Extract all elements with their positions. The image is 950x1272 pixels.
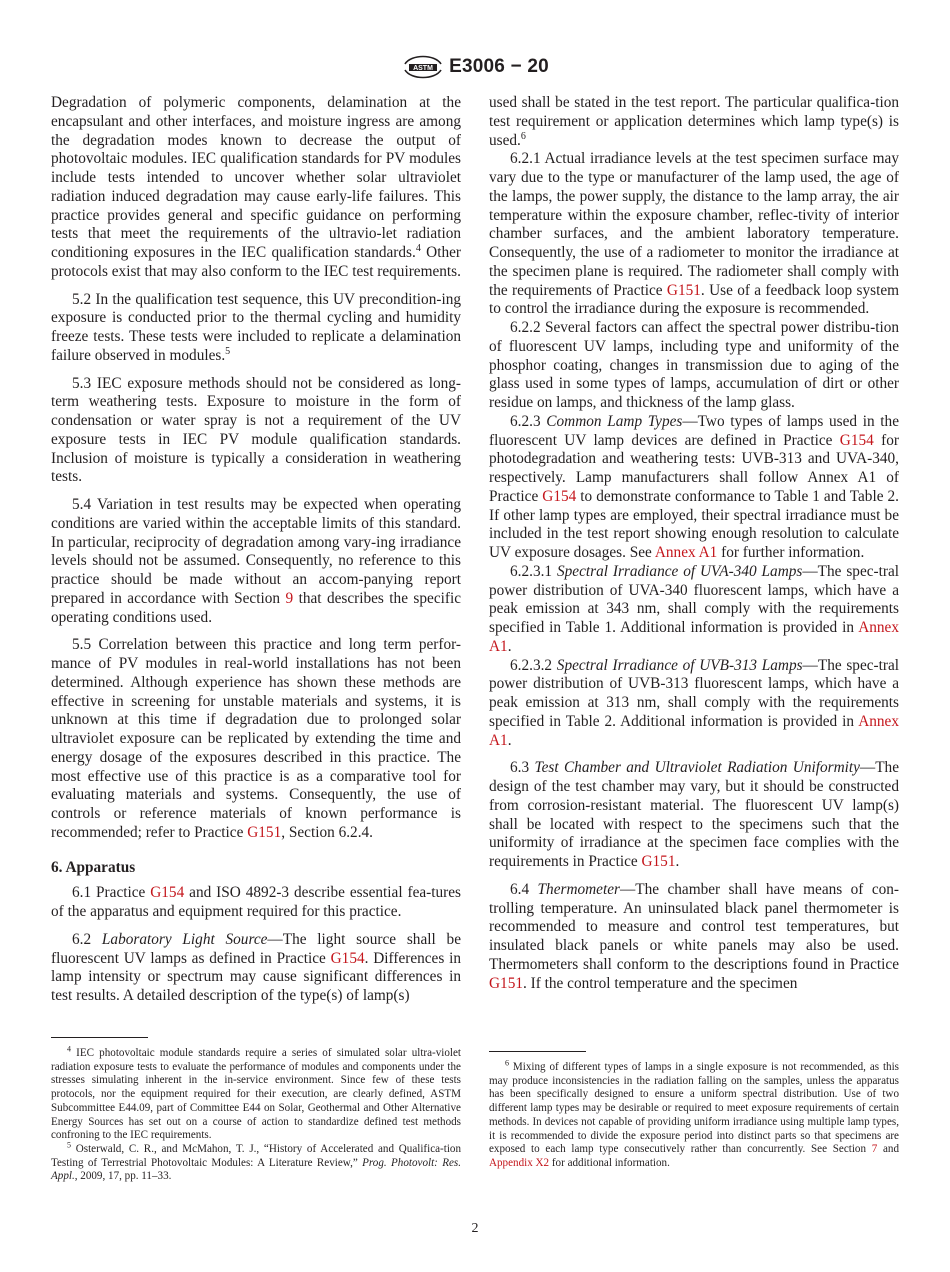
paragraph-5-3: 5.3 IEC exposure methods should not be considered as long-term weathering tests. Exposure to moisture in the form of condensation or water spray is not a requirement of the UV exposure tests in IEC PV module qualification standards. Inclusion of moisture is typically a consideration in weathering tests. xyxy=(51,374,461,486)
footnote-divider xyxy=(489,1051,586,1052)
footnote-ref-4[interactable]: 4 xyxy=(415,242,421,254)
g151-link[interactable]: G151 xyxy=(247,823,282,841)
g154-link[interactable]: G154 xyxy=(150,884,185,902)
page-number: 2 xyxy=(471,1221,479,1236)
paragraph-5-5: 5.5 Correlation between this practice and long term perfor-mance of PV modules in real-world installations has not been determined. Although experience has shown these methods are effective in screening for unstable materials and systems, it is unknown at this time if degradation due to prolonged solar ultraviolet exposure can be replicated by extending the time and energy dosage of the exposures described in this practice. The most effective use of this practice is as a comparative tool for evaluating materials and systems. Consequently, the use of controls or reference materials of known performance is recommended; refer to Practice G151, Section 6.2.4. xyxy=(51,636,461,841)
paragraph-5-2: 5.2 In the qualification test sequence, this UV precondition-ing exposure is conducted prior to the thermal cycling and humidity freeze tests. These tests were included to replicate a delamination failure observed in modules.$^5$ xyxy=(51,290,461,364)
g151-link[interactable]: G151 xyxy=(641,853,676,870)
page-header xyxy=(0,52,950,82)
section-9-link[interactable]: 9 xyxy=(285,589,294,607)
svg-text:ASTM: ASTM xyxy=(413,65,434,72)
right-column xyxy=(489,94,899,993)
document-designation: E3006 − 20 xyxy=(449,56,549,77)
g151-link[interactable]: G151 xyxy=(489,974,523,992)
paragraph-6-1: 6.1 Practice G154 and ISO 4892-3 describe essential fea-tures of the apparatus and equipment required for this practice. xyxy=(51,884,461,920)
footnotes-left xyxy=(51,1037,461,1184)
astm-logo-icon xyxy=(401,52,445,82)
footnotes-right xyxy=(489,1051,899,1171)
appendix-x2-link[interactable]: Appendix X2 xyxy=(489,1156,550,1169)
annex-a1-link[interactable]: Annex A1 xyxy=(489,619,899,655)
footnote-5: $^5$ Osterwald, C. R., and McMahon, T. J., “History of Accelerated and Qualifica-tion Testing of Terrestrial Photovoltaic Modules: A Literature Review,” Prog. Photovolt: Res. Appl., 2009, 17, pp. 11–33. xyxy=(51,1140,461,1183)
annex-a1-link[interactable]: Annex A1 xyxy=(654,544,718,561)
paragraph-6-3: 6.3 Test Chamber and Ultraviolet Radiation Uniformity—The design of the test chamber may vary, but it should be constructed from corrosion-resistant material. The fluorescent UV lamp(s) shall be located with respect to the specimens such that the uniformity of irradiance at the specimen face complies with the requirements in Practice G151. xyxy=(489,759,899,870)
section-7-link[interactable]: 7 xyxy=(871,1143,878,1156)
paragraph-5-4: 5.4 Variation in test results may be expected when operating conditions are varied within the acceptable limits of this standard. In particular, reciprocity of degradation among vary-ing irradiance levels should not be assumed. Consequently, no reference to this practice should be made without an accom-panying report prepared in accordance with Section 9 that describes the specific operating conditions used. xyxy=(51,496,461,626)
paragraph-6-4: 6.4 Thermometer—The chamber shall have means of con-trolling temperature. An uninsulated black panel thermometer is recommended to measure and control test temperatures, but insulated black panels or white panels may also be used. Thermometers shall conform to the descriptions found in Practice G151. If the control temperature and the specimen xyxy=(489,880,899,992)
paragraph-6-2-3-1: 6.2.3.1 Spectral Irradiance of UVA-340 Lamps—The spec-tral power distribution of UVA-340 fluorescent lamps, which have a peak emission at 343 nm, shall comply with the requirements specified in Table 1. Additional information is provided in Annex A1. xyxy=(489,562,900,655)
paragraph-6-2: 6.2 Laboratory Light Source—The light source shall be fluorescent UV lamps as defined in Practice G154. Differences in lamp intensity or spectrum may cause significant differences in test results. A detailed description of the type(s) of lamp(s) xyxy=(51,930,461,1004)
g154-link[interactable]: G154 xyxy=(330,949,365,967)
paragraph-6-2-3-2: 6.2.3.2 Spectral Irradiance of UVB-313 Lamps—The spec-tral power distribution of UVB-313 fluorescent lamps, which have a peak emission at 313 nm, shall comply with the requirements specified in Table 2. Additional information is provided in Annex A1. xyxy=(489,656,900,749)
paragraph-5-1-continued: Degradation of polymeric components, delamination at the encapsulant and other interfaces, and moisture ingress are among the degradation modes known to decrease the output of photovoltaic modules. IEC qualification standards for PV modules include tests intended to uncover whether solar ultraviolet radiation induced degradation may cause early-life failures. This practice provides general and specific guidance on performing tests that meet the requirements of the ultravio-let radiation conditioning exposures in the IEC qualification standards.$^4$ Other protocols exist that may also conform to the IEC test requirements. xyxy=(51,94,462,280)
section-heading-apparatus: 6. Apparatus xyxy=(51,858,136,876)
footnote-ref-5[interactable]: 5 xyxy=(225,345,231,357)
paragraph-6-2-1: 6.2.1 Actual irradiance levels at the test specimen surface may vary due to the type or manufacturer of the lamp used, the age of the lamps, the power supply, the distance to the lamp array, the air temperature within the exposure chamber, reflec-tivity of interior chamber surfaces, and the ambient laboratory temperature. Consequently, the use of a radiometer to monitor the irradiance at the specimen plane is required. The radiometer shall comply with the requirements of Practice G151. Use of a feedback loop system to control the irradiance during the exposure is recommended. xyxy=(489,150,900,318)
footnote-4: $^4$ IEC photovoltaic module standards require a series of simulated solar ultra-violet radiation exposure tests to evaluate the performance of modules and components under the stresses simulating inherent in the in-service environment. Since few of these tests protocols, nor the equipment required for their execution, are clearly defined, ASTM Subcommittee E44.09, part of Committee E44 on Solar, Geothermal and Other Alternative Energy Sources has set out on a course of action to standardize defined test methods confroning to the IEC requirements. xyxy=(51,1044,461,1142)
g151-link[interactable]: G151 xyxy=(666,281,701,299)
g154-link[interactable]: G154 xyxy=(839,431,874,449)
left-column xyxy=(51,94,461,1006)
footnote-6: $^6$ Mixing of different types of lamps in a single exposure is not recommended, as this may produce inconsistencies in the radiation falling on the samples, unless the apparatus has been specifically designed to ensure a uniform spectral distribution. Use of two different lamp types may be desirable or required to meet exposure requirements of certain methods. In devices not capable of providing uniform irradiance using multiple lamp types, it is recommended to divide the exposure period into distinct parts so that specimens are exposed to each lamp type consecutively rather than concurrently. See Section 7 and Appendix X2 for additional information. xyxy=(489,1058,899,1169)
paragraph-6-2-3: 6.2.3 Common Lamp Types—Two types of lamps used in the fluorescent UV lamp devices are defined in Practice G154 for photodegradation and weathering tests: UVB-313 and UVA-340, respectively. Lamp manufacturers shall follow Annex A1 of Practice G154 to demonstrate conformance to Table 1 and Table 2. If other lamp types are employed, their spectral irradiance must be included in the test report showing enough resolution to calculate UV exposure dosages. See Annex A1 for further information. xyxy=(489,412,899,561)
footnote-ref-6[interactable]: 6 xyxy=(520,130,526,142)
g154-link[interactable]: G154 xyxy=(542,487,577,505)
footnote-divider xyxy=(51,1037,148,1038)
paragraph-6-2-2: 6.2.2 Several factors can affect the spectral power distribu-tion of fluorescent UV lamps, including type and uniformity of the phosphor coating, changes in transmission due to aging of the glass used in some types of lamps, accumulation of dirt or other residue on lamps, and thickness of the lamp glass. xyxy=(489,319,899,411)
paragraph-6-2-continued: used shall be stated in the test report. The particular qualifica-tion test requirement or application determines which lamp type(s) is used.$^6$ xyxy=(489,94,899,149)
annex-a1-link[interactable]: Annex A1 xyxy=(489,712,899,749)
